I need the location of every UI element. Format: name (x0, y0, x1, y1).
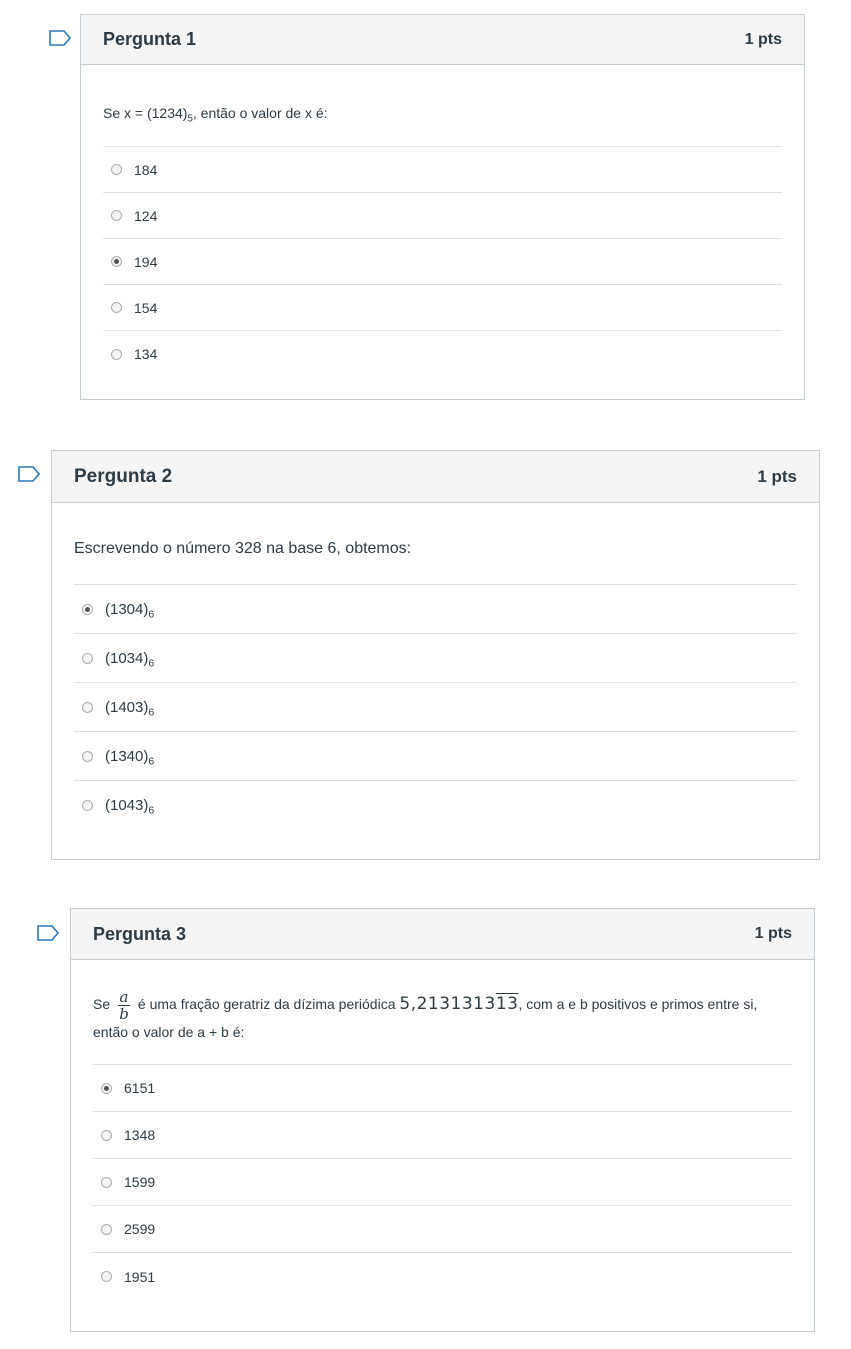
question-points: 1 pts (744, 30, 782, 48)
answer-label: 154 (134, 299, 158, 316)
question-header (52, 451, 819, 503)
question-title: Pergunta 3 (93, 923, 187, 944)
question-header (71, 909, 814, 960)
question-title: Pergunta 1 (103, 29, 197, 49)
answer-label: 2599 (124, 1221, 156, 1237)
answer-label: 1599 (124, 1174, 156, 1190)
answer-list (74, 584, 797, 830)
radio-button[interactable] (101, 1271, 112, 1282)
bookmark-flag-icon[interactable] (49, 30, 71, 46)
radio-button[interactable] (111, 349, 122, 360)
radio-button[interactable] (82, 800, 93, 811)
answer-label: $(1340)_6$ (105, 747, 155, 768)
answer-list (103, 146, 782, 377)
answer-label: 184 (134, 161, 158, 178)
answer-label: 194 (134, 253, 158, 270)
answer-option[interactable] (103, 147, 782, 193)
answer-label: $(1304)_6$ (105, 600, 155, 621)
answer-option[interactable] (93, 1253, 792, 1300)
radio-button[interactable] (111, 164, 122, 175)
answer-option[interactable] (74, 585, 797, 634)
question-points: 1 pts (754, 925, 792, 942)
bookmark-flag-icon[interactable] (18, 466, 40, 482)
radio-button[interactable] (82, 702, 93, 713)
radio-button-selected[interactable] (82, 604, 93, 615)
question-card-2 (51, 450, 820, 860)
answer-label: 134 (134, 346, 158, 362)
answer-label: 124 (134, 207, 158, 224)
radio-button[interactable] (111, 302, 122, 313)
radio-button[interactable] (101, 1130, 112, 1141)
radio-button[interactable] (101, 1177, 112, 1188)
bookmark-flag-icon[interactable] (37, 925, 59, 941)
question-card-3 (70, 908, 815, 1332)
question-text: Se $\frac{a}{b}$ é uma fração geratriz da dízima periódica 5,213131313, com a e b positivos e primos entre si, então o valor de a + b é: (93, 988, 758, 1040)
answer-label: 6151 (124, 1080, 156, 1096)
radio-button-selected[interactable] (101, 1083, 112, 1094)
answer-label: 1348 (124, 1127, 156, 1143)
answer-option[interactable] (103, 193, 782, 239)
answer-option[interactable] (74, 634, 797, 683)
answer-label: $(1034)_6$ (105, 649, 155, 670)
answer-option[interactable] (103, 331, 782, 377)
answer-label: $(1403)_6$ (105, 698, 155, 719)
question-title: Pergunta 2 (74, 465, 173, 487)
radio-button[interactable] (82, 653, 93, 664)
question-text: Se $x = (1234)_5$, então o valor de x é: (103, 105, 328, 125)
question-header (81, 15, 804, 65)
answer-option[interactable] (103, 285, 782, 331)
question-points: 1 pts (757, 466, 797, 486)
radio-button[interactable] (82, 751, 93, 762)
radio-button[interactable] (101, 1224, 112, 1235)
answer-option[interactable] (103, 239, 782, 285)
answer-option[interactable] (74, 683, 797, 732)
question-card-1 (80, 14, 805, 400)
answer-label: 1951 (124, 1268, 156, 1285)
radio-button-selected[interactable] (111, 256, 122, 267)
radio-button[interactable] (111, 210, 122, 221)
periodic-decimal: 5,213131313 (399, 994, 519, 1015)
fraction-a-over-b: $\frac{a}{b}$ (119, 988, 129, 1023)
answer-label: $(1043)_6$ (105, 797, 155, 817)
answer-list (93, 1064, 792, 1300)
answer-option[interactable] (93, 1206, 792, 1253)
question-text: Escrevendo o número 328 na base 6, obtemos: (74, 540, 412, 557)
answer-option[interactable] (93, 1112, 792, 1159)
answer-option[interactable] (93, 1159, 792, 1206)
answer-option[interactable] (93, 1065, 792, 1112)
answer-option[interactable] (74, 732, 797, 781)
answer-option[interactable] (74, 781, 797, 830)
